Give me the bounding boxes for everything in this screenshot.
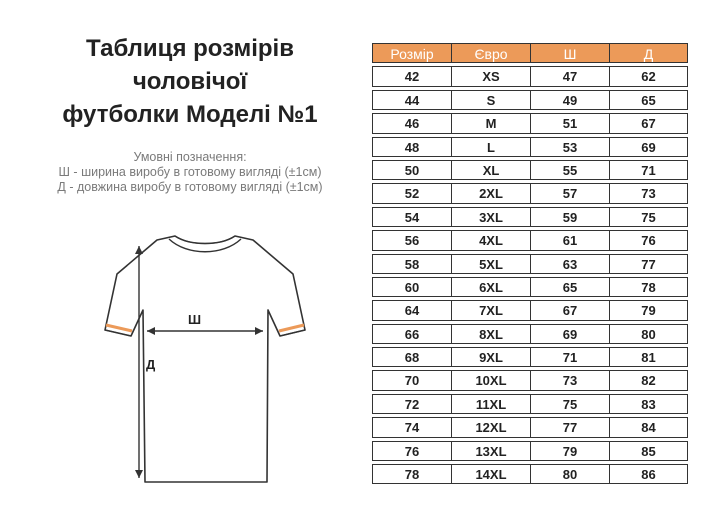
legend-heading: Умовні позначення: bbox=[133, 150, 247, 164]
table-cell-length: 65 bbox=[609, 90, 688, 110]
table-cell-euro: 5XL bbox=[451, 254, 530, 274]
table-cell-width: 57 bbox=[530, 183, 609, 203]
title-line-2: чоловічої bbox=[132, 68, 248, 95]
tshirt-outline bbox=[105, 236, 305, 482]
table-cell-length: 77 bbox=[609, 254, 688, 274]
table-cell-length: 78 bbox=[609, 277, 688, 297]
table-cell-width: 61 bbox=[530, 230, 609, 250]
table-cell-euro: 11XL bbox=[451, 394, 530, 414]
table-cell-euro: 9XL bbox=[451, 347, 530, 367]
legend-width-definition: Ш - ширина виробу в готовому вигляді (±1см) bbox=[58, 165, 322, 179]
table-cell-width: 59 bbox=[530, 207, 609, 227]
table-cell-width: 80 bbox=[530, 464, 609, 484]
title-line-3: футболки Моделі №1 bbox=[62, 101, 318, 128]
table-cell-euro: 4XL bbox=[451, 230, 530, 250]
table-cell-width: 67 bbox=[530, 300, 609, 320]
table-cell-width: 71 bbox=[530, 347, 609, 367]
table-cell-length: 80 bbox=[609, 324, 688, 344]
table-cell-width: 51 bbox=[530, 113, 609, 133]
table-cell-euro: 8XL bbox=[451, 324, 530, 344]
table-cell-size: 64 bbox=[372, 300, 451, 320]
table-cell-euro: 13XL bbox=[451, 441, 530, 461]
table-cell-size: 76 bbox=[372, 441, 451, 461]
table-cell-size: 52 bbox=[372, 183, 451, 203]
table-cell-length: 83 bbox=[609, 394, 688, 414]
table-cell-length: 86 bbox=[609, 464, 688, 484]
table-cell-length: 75 bbox=[609, 207, 688, 227]
legend bbox=[20, 150, 360, 195]
column-header-euro: Євро bbox=[451, 43, 530, 63]
table-cell-size: 74 bbox=[372, 417, 451, 437]
title-line-1: Таблиця розмірів bbox=[86, 35, 294, 62]
table-cell-length: 73 bbox=[609, 183, 688, 203]
table-cell-width: 69 bbox=[530, 324, 609, 344]
table-cell-euro: 14XL bbox=[451, 464, 530, 484]
legend-length-definition: Д - довжина виробу в готовому вигляді (±1см) bbox=[57, 180, 323, 194]
tshirt-diagram bbox=[95, 232, 315, 502]
table-cell-size: 70 bbox=[372, 370, 451, 390]
table-cell-euro: XL bbox=[451, 160, 530, 180]
table-cell-size: 48 bbox=[372, 137, 451, 157]
table-cell-euro: L bbox=[451, 137, 530, 157]
table-cell-length: 69 bbox=[609, 137, 688, 157]
table-cell-size: 58 bbox=[372, 254, 451, 274]
table-cell-size: 68 bbox=[372, 347, 451, 367]
table-cell-length: 81 bbox=[609, 347, 688, 367]
table-cell-width: 73 bbox=[530, 370, 609, 390]
table-cell-width: 75 bbox=[530, 394, 609, 414]
table-cell-size: 60 bbox=[372, 277, 451, 297]
page-title bbox=[40, 32, 340, 131]
table-cell-euro: 3XL bbox=[451, 207, 530, 227]
table-cell-width: 77 bbox=[530, 417, 609, 437]
table-cell-size: 72 bbox=[372, 394, 451, 414]
table-cell-length: 62 bbox=[609, 66, 688, 86]
length-label: Д bbox=[146, 357, 156, 372]
table-cell-length: 79 bbox=[609, 300, 688, 320]
table-cell-size: 66 bbox=[372, 324, 451, 344]
table-cell-euro: 2XL bbox=[451, 183, 530, 203]
table-cell-euro: S bbox=[451, 90, 530, 110]
table-cell-length: 85 bbox=[609, 441, 688, 461]
table-cell-euro: 12XL bbox=[451, 417, 530, 437]
table-cell-size: 50 bbox=[372, 160, 451, 180]
table-cell-size: 54 bbox=[372, 207, 451, 227]
size-table bbox=[372, 43, 688, 484]
table-cell-size: 46 bbox=[372, 113, 451, 133]
table-cell-size: 78 bbox=[372, 464, 451, 484]
table-cell-size: 44 bbox=[372, 90, 451, 110]
column-header-size: Розмір bbox=[372, 43, 451, 63]
column-header-width: Ш bbox=[530, 43, 609, 63]
table-cell-euro: 10XL bbox=[451, 370, 530, 390]
table-cell-width: 63 bbox=[530, 254, 609, 274]
table-cell-size: 56 bbox=[372, 230, 451, 250]
table-cell-euro: 6XL bbox=[451, 277, 530, 297]
width-label: Ш bbox=[188, 312, 202, 327]
table-cell-length: 82 bbox=[609, 370, 688, 390]
table-cell-length: 76 bbox=[609, 230, 688, 250]
table-cell-width: 79 bbox=[530, 441, 609, 461]
table-cell-euro: 7XL bbox=[451, 300, 530, 320]
table-cell-width: 53 bbox=[530, 137, 609, 157]
table-cell-euro: M bbox=[451, 113, 530, 133]
table-cell-length: 71 bbox=[609, 160, 688, 180]
table-cell-euro: XS bbox=[451, 66, 530, 86]
column-header-length: Д bbox=[609, 43, 688, 63]
table-cell-width: 49 bbox=[530, 90, 609, 110]
table-cell-size: 42 bbox=[372, 66, 451, 86]
table-cell-length: 67 bbox=[609, 113, 688, 133]
table-cell-width: 65 bbox=[530, 277, 609, 297]
table-cell-width: 55 bbox=[530, 160, 609, 180]
table-cell-length: 84 bbox=[609, 417, 688, 437]
table-cell-width: 47 bbox=[530, 66, 609, 86]
